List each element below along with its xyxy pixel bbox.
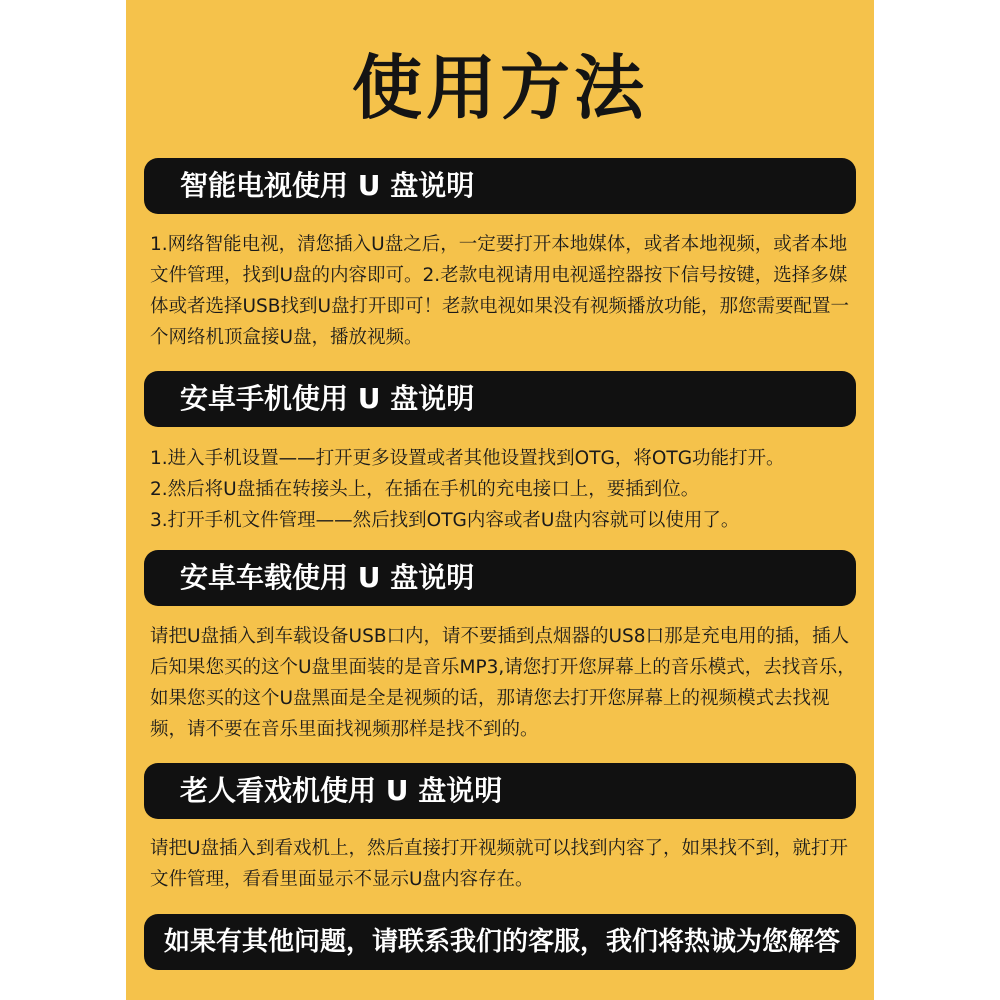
- section-heading-android-phone: 安卓手机使用 U 盘说明: [144, 371, 856, 427]
- section-body-android-phone: [150, 443, 860, 536]
- instruction-poster: [126, 0, 874, 1000]
- section-heading-elderly-player: 老人看戏机使用 U 盘说明: [144, 763, 856, 819]
- paragraph: 请把U盘插入到看戏机上，然后直接打开视频就可以找到内容了，如果找不到，就打开文件管理，看看里面显示不显示U盘内容存在。: [150, 838, 849, 890]
- paragraph: 1.网络智能电视，清您插入U盘之后，一定要打开本地媒体，或者本地视频，或者本地文件管理，找到U盘的内容即可。2.老款电视请用电视遥控器按下信号按键，选择多媒体或者选择USB找到U盘打开即可！老款电视如果没有视频播放功能，那您需要配置一个网络机顶盒接U盘，播放视频。: [150, 234, 850, 348]
- section-heading-smart-tv: 智能电视使用 U 盘说明: [144, 158, 856, 214]
- section-body-smart-tv: [150, 229, 860, 353]
- paragraph: 请把U盘插入到车载设备USB口内，请不要插到点烟器的US8口那是充电用的插，插人后知果您买的这个U盘里面装的是音乐MP3,请您打开您屏幕上的音乐模式，去找音乐，如果您买的这个U盘黑面是全是视频的话，那请您去打开您屏幕上的视频模式去找视频，请不要在音乐里面找视频那样是找不到的。: [150, 626, 856, 740]
- section-body-android-car: [150, 621, 860, 745]
- section-body-elderly-player: [150, 833, 860, 895]
- paragraph: 1.进入手机设置——打开更多设置或者其他设置找到OTG，将OTG功能打开。: [150, 448, 785, 469]
- footer-contact-note: 如果有其他问题，请联系我们的客服，我们将热诚为您解答: [144, 914, 856, 970]
- section-heading-android-car: 安卓车载使用 U 盘说明: [144, 550, 856, 606]
- paragraph: 2.然后将U盘插在转接头上，在插在手机的充电接口上，要插到位。: [150, 479, 700, 500]
- page-title: 使用方法: [352, 47, 648, 129]
- paragraph: 3.打开手机文件管理——然后找到OTG内容或者U盘内容就可以使用了。: [150, 510, 740, 531]
